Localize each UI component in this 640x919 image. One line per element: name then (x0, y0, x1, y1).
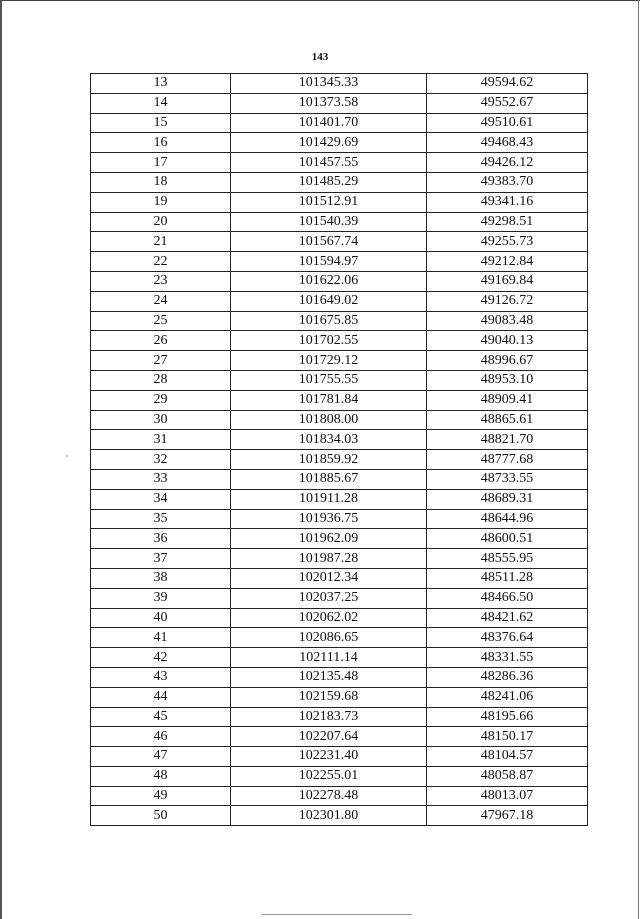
value-a-cell: 102301.80 (231, 806, 427, 826)
table-row (91, 430, 588, 450)
value-b-cell: 48733.55 (427, 469, 588, 489)
table-row (91, 311, 588, 331)
table-row (91, 232, 588, 252)
value-b-cell: 48511.28 (427, 568, 588, 588)
value-b-cell: 48376.64 (427, 628, 588, 648)
value-b-cell: 49255.73 (427, 232, 588, 252)
index-cell: 25 (91, 311, 231, 331)
value-b-cell: 48331.55 (427, 648, 588, 668)
value-b-cell: 48821.70 (427, 430, 588, 450)
index-cell: 19 (91, 192, 231, 212)
value-a-cell: 102183.73 (231, 707, 427, 727)
table-row (91, 351, 588, 371)
table-row (91, 687, 588, 707)
value-a-cell: 101859.92 (231, 450, 427, 470)
value-a-cell: 101457.55 (231, 153, 427, 173)
value-a-cell: 101594.97 (231, 252, 427, 272)
value-a-cell: 101649.02 (231, 291, 427, 311)
index-cell: 30 (91, 410, 231, 430)
table-row (91, 489, 588, 509)
value-a-cell: 101540.39 (231, 212, 427, 232)
index-cell: 14 (91, 93, 231, 113)
value-a-cell: 101401.70 (231, 113, 427, 133)
value-b-cell: 49212.84 (427, 252, 588, 272)
scan-speck (66, 455, 68, 457)
table-row (91, 172, 588, 192)
value-a-cell: 101622.06 (231, 271, 427, 291)
table-row (91, 113, 588, 133)
value-a-cell: 101429.69 (231, 133, 427, 153)
table-row (91, 667, 588, 687)
index-cell: 23 (91, 271, 231, 291)
value-b-cell: 49468.43 (427, 133, 588, 153)
value-a-cell: 102231.40 (231, 747, 427, 767)
value-a-cell: 101911.28 (231, 489, 427, 509)
index-cell: 50 (91, 806, 231, 826)
index-cell: 35 (91, 509, 231, 529)
value-a-cell: 102037.25 (231, 588, 427, 608)
value-a-cell: 102062.02 (231, 608, 427, 628)
value-b-cell: 48058.87 (427, 766, 588, 786)
value-b-cell: 48689.31 (427, 489, 588, 509)
index-cell: 26 (91, 331, 231, 351)
table-row (91, 133, 588, 153)
table-row (91, 786, 588, 806)
table-row (91, 192, 588, 212)
value-a-cell: 102278.48 (231, 786, 427, 806)
value-b-cell: 48241.06 (427, 687, 588, 707)
page-number: 143 (311, 51, 329, 63)
data-table (90, 73, 588, 826)
table-body (91, 74, 588, 826)
value-a-cell: 101936.75 (231, 509, 427, 529)
page-edge-top (0, 0, 640, 1)
value-a-cell: 102255.01 (231, 766, 427, 786)
table-row (91, 727, 588, 747)
value-a-cell: 101702.55 (231, 331, 427, 351)
value-b-cell: 49552.67 (427, 93, 588, 113)
value-b-cell: 49426.12 (427, 153, 588, 173)
index-cell: 24 (91, 291, 231, 311)
table-row (91, 608, 588, 628)
value-b-cell: 48421.62 (427, 608, 588, 628)
value-a-cell: 102111.14 (231, 648, 427, 668)
index-cell: 29 (91, 390, 231, 410)
table-row (91, 549, 588, 569)
value-b-cell: 48909.41 (427, 390, 588, 410)
value-b-cell: 48600.51 (427, 529, 588, 549)
index-cell: 16 (91, 133, 231, 153)
table-row (91, 252, 588, 272)
value-a-cell: 101808.00 (231, 410, 427, 430)
table-row (91, 806, 588, 826)
table-row (91, 331, 588, 351)
value-a-cell: 102086.65 (231, 628, 427, 648)
value-a-cell: 101755.55 (231, 370, 427, 390)
index-cell: 33 (91, 469, 231, 489)
value-a-cell: 102207.64 (231, 727, 427, 747)
index-cell: 44 (91, 687, 231, 707)
value-a-cell: 101834.03 (231, 430, 427, 450)
value-a-cell: 101373.58 (231, 93, 427, 113)
value-a-cell: 102012.34 (231, 568, 427, 588)
table-row (91, 707, 588, 727)
index-cell: 37 (91, 549, 231, 569)
table-row (91, 568, 588, 588)
table-row (91, 291, 588, 311)
table-row (91, 370, 588, 390)
index-cell: 22 (91, 252, 231, 272)
index-cell: 27 (91, 351, 231, 371)
page-edge-right (638, 0, 639, 919)
value-b-cell: 48996.67 (427, 351, 588, 371)
table-row (91, 628, 588, 648)
scan-edge-mark (262, 914, 412, 915)
value-b-cell: 48953.10 (427, 370, 588, 390)
index-cell: 48 (91, 766, 231, 786)
value-b-cell: 47967.18 (427, 806, 588, 826)
table-row (91, 766, 588, 786)
index-cell: 36 (91, 529, 231, 549)
index-cell: 18 (91, 172, 231, 192)
value-a-cell: 101987.28 (231, 549, 427, 569)
index-cell: 20 (91, 212, 231, 232)
value-b-cell: 49298.51 (427, 212, 588, 232)
value-b-cell: 49169.84 (427, 271, 588, 291)
table-row (91, 747, 588, 767)
table-row (91, 509, 588, 529)
value-b-cell: 48013.07 (427, 786, 588, 806)
value-a-cell: 101675.85 (231, 311, 427, 331)
value-a-cell: 101962.09 (231, 529, 427, 549)
index-cell: 42 (91, 648, 231, 668)
index-cell: 17 (91, 153, 231, 173)
value-b-cell: 48644.96 (427, 509, 588, 529)
value-b-cell: 48104.57 (427, 747, 588, 767)
value-a-cell: 101885.67 (231, 469, 427, 489)
value-a-cell: 101485.29 (231, 172, 427, 192)
table-row (91, 271, 588, 291)
value-b-cell: 49594.62 (427, 74, 588, 94)
value-b-cell: 48466.50 (427, 588, 588, 608)
index-cell: 41 (91, 628, 231, 648)
value-b-cell: 48865.61 (427, 410, 588, 430)
value-b-cell: 49126.72 (427, 291, 588, 311)
index-cell: 15 (91, 113, 231, 133)
index-cell: 45 (91, 707, 231, 727)
value-b-cell: 48286.36 (427, 667, 588, 687)
index-cell: 47 (91, 747, 231, 767)
table-row (91, 93, 588, 113)
value-b-cell: 49341.16 (427, 192, 588, 212)
table-row (91, 588, 588, 608)
value-a-cell: 101729.12 (231, 351, 427, 371)
index-cell: 38 (91, 568, 231, 588)
value-b-cell: 48777.68 (427, 450, 588, 470)
table-row (91, 390, 588, 410)
value-a-cell: 101345.33 (231, 74, 427, 94)
index-cell: 49 (91, 786, 231, 806)
table-row (91, 450, 588, 470)
index-cell: 40 (91, 608, 231, 628)
value-a-cell: 101512.91 (231, 192, 427, 212)
value-b-cell: 48150.17 (427, 727, 588, 747)
value-a-cell: 102135.48 (231, 667, 427, 687)
value-b-cell: 48555.95 (427, 549, 588, 569)
index-cell: 28 (91, 370, 231, 390)
table-row (91, 469, 588, 489)
index-cell: 13 (91, 74, 231, 94)
index-cell: 46 (91, 727, 231, 747)
value-a-cell: 101781.84 (231, 390, 427, 410)
table-row (91, 153, 588, 173)
index-cell: 31 (91, 430, 231, 450)
value-b-cell: 48195.66 (427, 707, 588, 727)
value-a-cell: 101567.74 (231, 232, 427, 252)
table-row (91, 212, 588, 232)
table-row (91, 410, 588, 430)
index-cell: 43 (91, 667, 231, 687)
index-cell: 21 (91, 232, 231, 252)
table-row (91, 529, 588, 549)
value-b-cell: 49040.13 (427, 331, 588, 351)
value-b-cell: 49083.48 (427, 311, 588, 331)
index-cell: 39 (91, 588, 231, 608)
table-row (91, 74, 588, 94)
table-row (91, 648, 588, 668)
value-b-cell: 49510.61 (427, 113, 588, 133)
index-cell: 34 (91, 489, 231, 509)
value-b-cell: 49383.70 (427, 172, 588, 192)
page-edge-left (0, 0, 2, 919)
value-a-cell: 102159.68 (231, 687, 427, 707)
index-cell: 32 (91, 450, 231, 470)
